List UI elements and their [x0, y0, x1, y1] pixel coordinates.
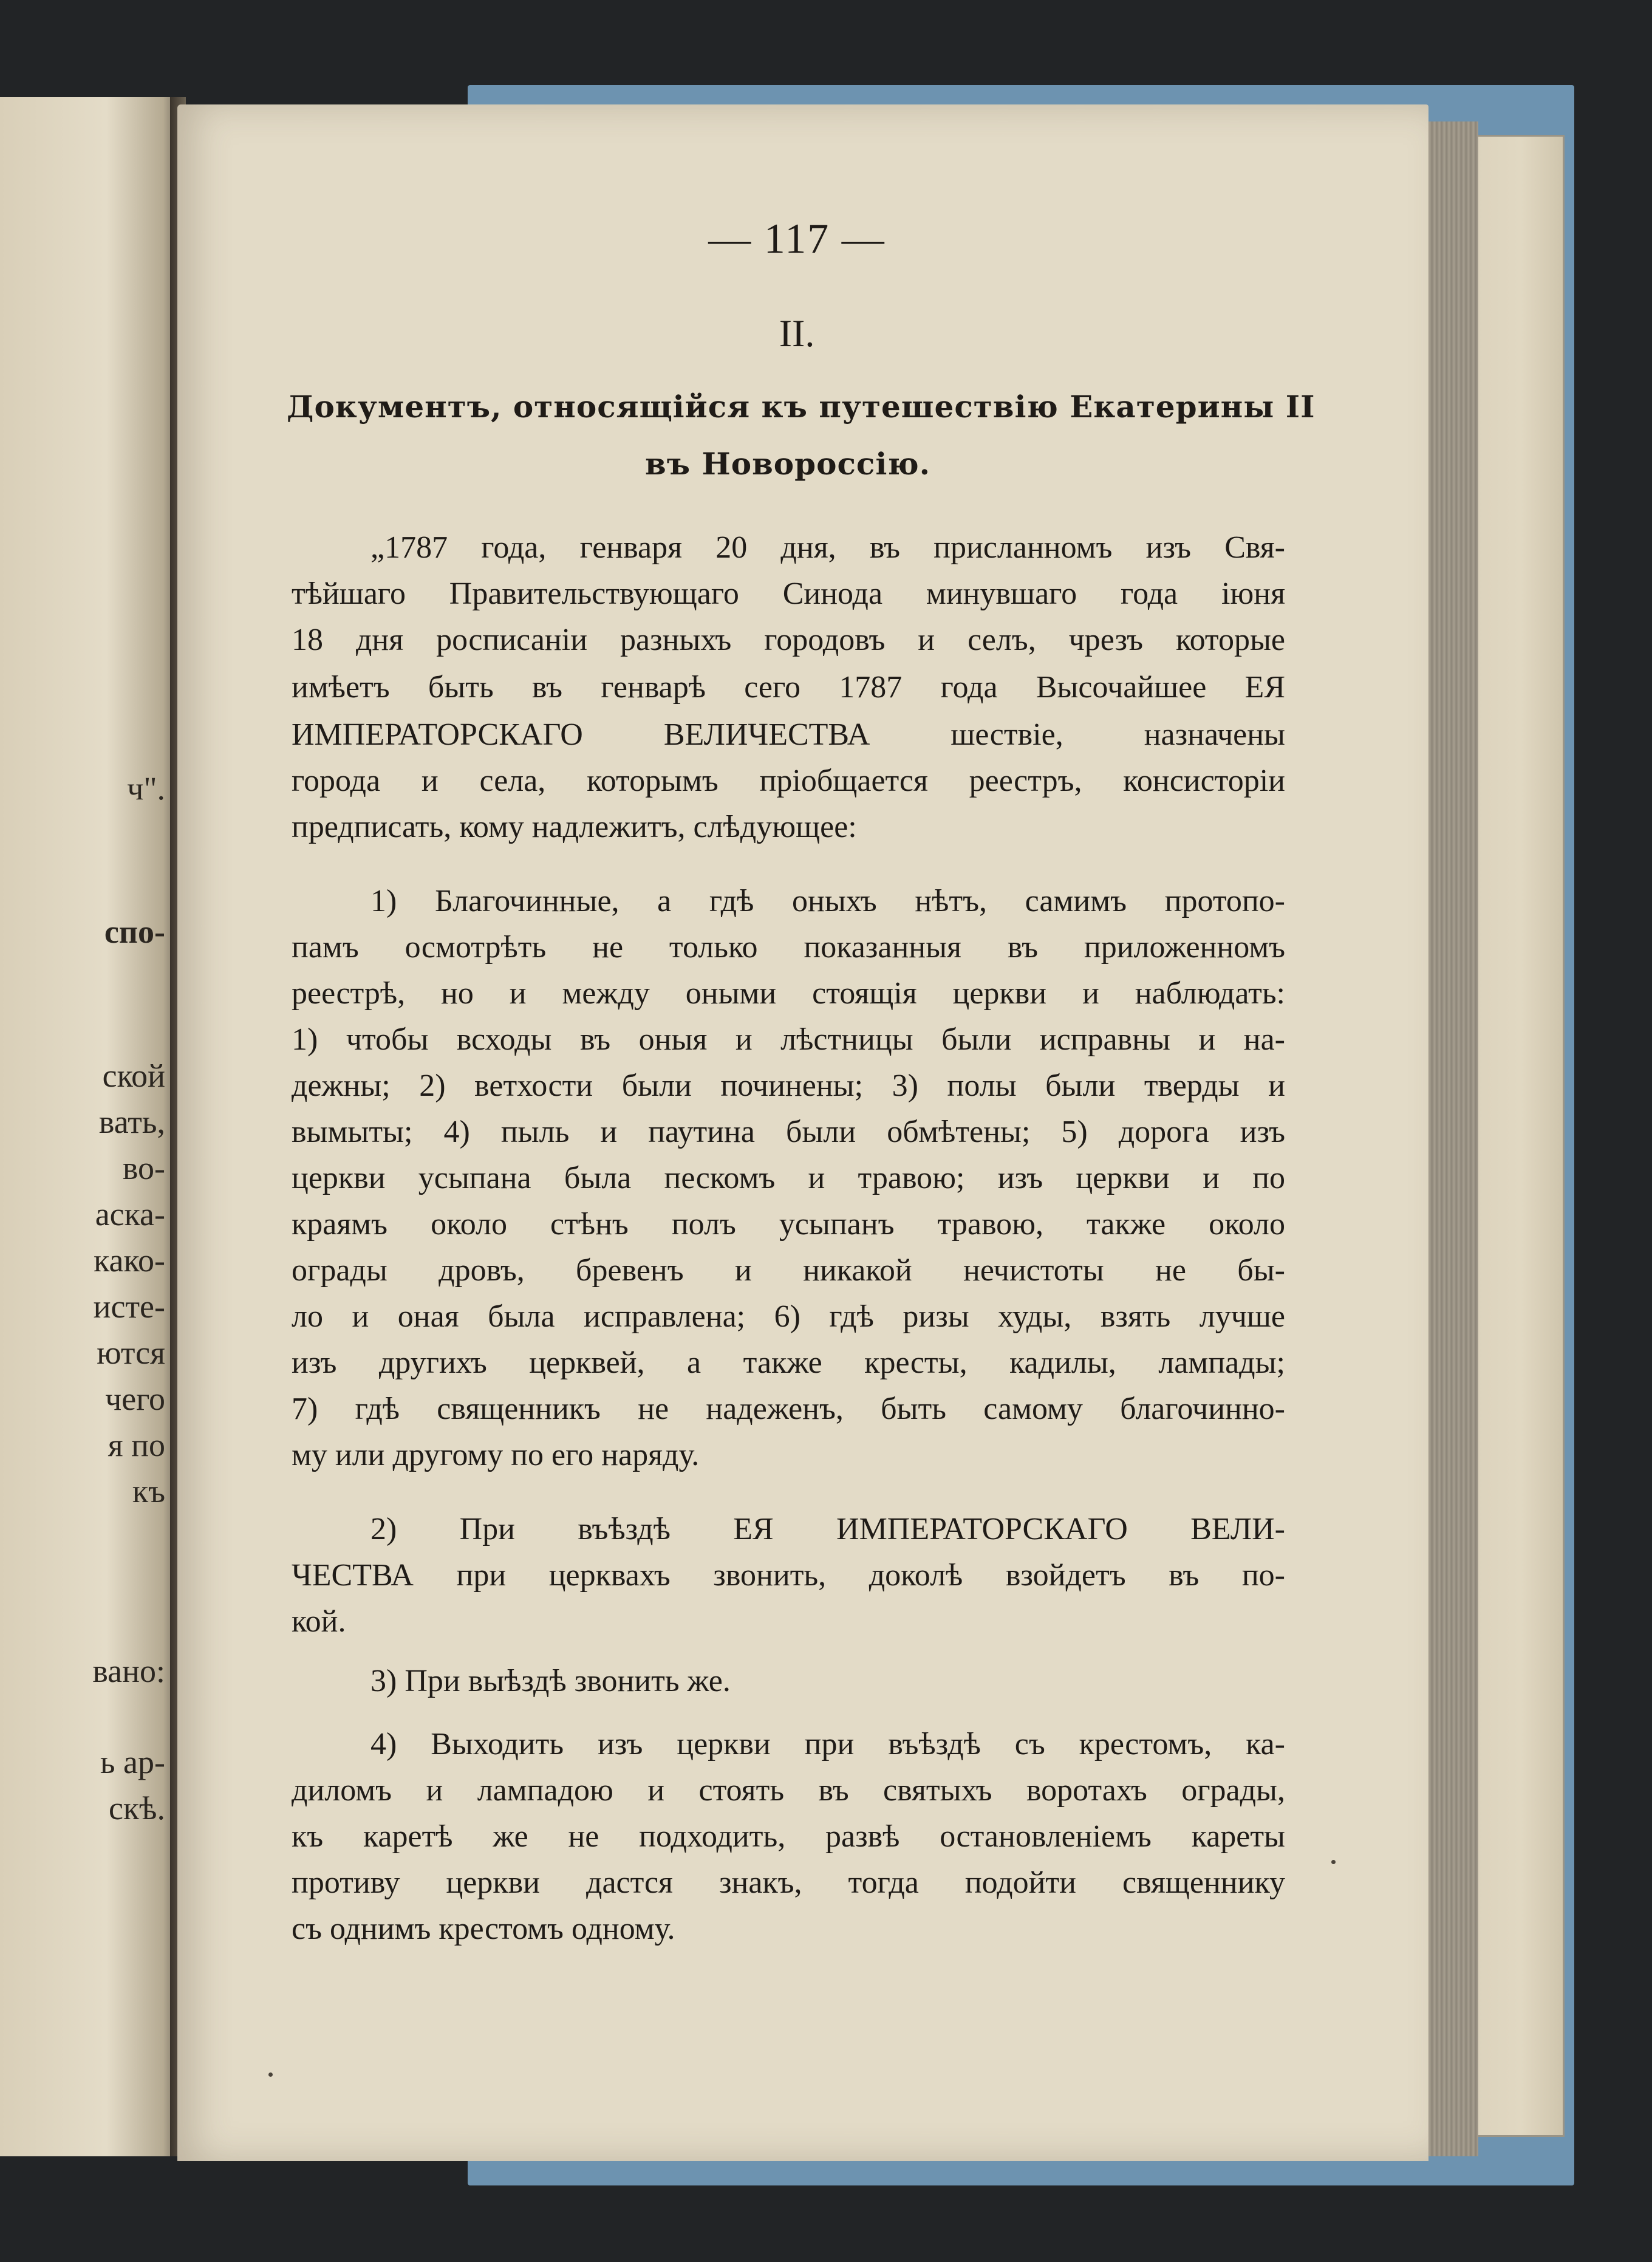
left-page-line: спо-: [104, 914, 165, 950]
text-line: имѣетъ быть въ генварѣ сего 1787 года Высочайшее ЕЯ: [292, 670, 1285, 705]
text-line: 18 дня росписаніи разныхъ городовъ и селъ, чрезъ которые: [292, 623, 1285, 657]
page-number: — 117 —: [708, 216, 886, 262]
text-line: 1) Благочинные, а гдѣ оныхъ нѣтъ, самимъ протопо-: [370, 884, 1285, 918]
text-line: изъ другихъ церквей, а также кресты, кадилы, лампады;: [292, 1345, 1285, 1380]
left-page-line: ч".: [127, 770, 165, 807]
left-page-line: вано:: [92, 1653, 165, 1689]
left-page: [0, 97, 177, 2156]
text-line: „1787 года, генваря 20 дня, въ присланномъ изъ Свя-: [370, 530, 1285, 565]
left-page-line: исте-: [93, 1288, 165, 1325]
paper-speck: [268, 2072, 273, 2077]
document-title-line: въ Новороссію.: [644, 446, 931, 482]
page-edges: [1422, 121, 1478, 2156]
left-page-line: ь ар-: [100, 1744, 165, 1780]
left-page-line: скѣ.: [108, 1790, 165, 1826]
right-page: [177, 104, 1428, 2161]
text-line: тѣйшаго Правительствующаго Синода минувшаго года іюня: [292, 576, 1285, 611]
text-line: диломъ и лампадою и стоять въ святыхъ воротахъ ограды,: [292, 1773, 1285, 1808]
left-page-line: чего: [105, 1381, 165, 1417]
text-line: памъ осмотрѣть не только показанныя въ приложенномъ: [292, 930, 1285, 965]
text-line: 4) Выходить изъ церкви при въѣздѣ съ крестомъ, ка-: [370, 1727, 1285, 1761]
text-line: краямъ около стѣнъ полъ усыпанъ травою, также около: [292, 1207, 1285, 1242]
text-line: города и села, которымъ пріобщается реестръ, консисторіи: [292, 764, 1285, 798]
text-line: къ каретѣ же не подходить, развѣ остановленіемъ кареты: [292, 1819, 1285, 1854]
document-title-line: Документъ, относящійся къ путешествію Екатерины II: [287, 389, 1316, 425]
left-page-line: во-: [122, 1150, 165, 1186]
text-line: кой.: [292, 1604, 346, 1639]
text-line: церкви усыпана была пескомъ и травою; изъ церкви и по: [292, 1161, 1285, 1195]
text-line: вымыты; 4) пыль и паутина были обмѣтены; 5) дорога изъ: [292, 1115, 1285, 1149]
text-line: 1) чтобы всходы въ оныя и лѣстницы были исправны и на-: [292, 1022, 1285, 1057]
text-line: предписать, кому надлежитъ, слѣдующее:: [292, 810, 857, 844]
text-line: ИМПЕРАТОРСКАГО ВЕЛИЧЕСТВА шествіе, назначены: [292, 717, 1285, 752]
text-line: ограды дровъ, бревенъ и никакой нечистоты не бы-: [292, 1253, 1285, 1288]
text-line: дежны; 2) ветхости были починены; 3) полы были тверды и: [292, 1068, 1285, 1103]
text-line: 7) гдѣ священникъ не надеженъ, быть самому благочинно-: [292, 1392, 1285, 1426]
paper-speck: [1331, 1860, 1336, 1864]
left-page-line: къ: [132, 1473, 165, 1509]
left-page-line: ются: [97, 1334, 165, 1371]
text-line: 3) При выѣздѣ звонить же.: [370, 1664, 731, 1698]
text-line: противу церкви дастся знакъ, тогда подойти священнику: [292, 1865, 1285, 1900]
left-page-line: я по: [108, 1427, 165, 1463]
text-line: 2) При въѣздѣ ЕЯ ИМПЕРАТОРСКАГО ВЕЛИ-: [370, 1512, 1285, 1546]
left-page-line: аска-: [95, 1196, 165, 1232]
left-page-line: ской: [102, 1058, 165, 1094]
text-line: ло и оная была исправлена; 6) гдѣ ризы худы, взять лучше: [292, 1299, 1285, 1334]
section-number: II.: [779, 312, 815, 355]
left-page-line: вать,: [98, 1104, 165, 1140]
text-line: реестрѣ, но и между оными стоящія церкви и наблюдать:: [292, 976, 1285, 1011]
left-page-line: како-: [94, 1242, 165, 1279]
text-line: му или другому по его наряду.: [292, 1438, 700, 1472]
text-line: съ однимъ крестомъ одному.: [292, 1912, 675, 1946]
text-line: ЧЕСТВА при церквахъ звонить, доколѣ взойдетъ въ по-: [292, 1558, 1285, 1593]
